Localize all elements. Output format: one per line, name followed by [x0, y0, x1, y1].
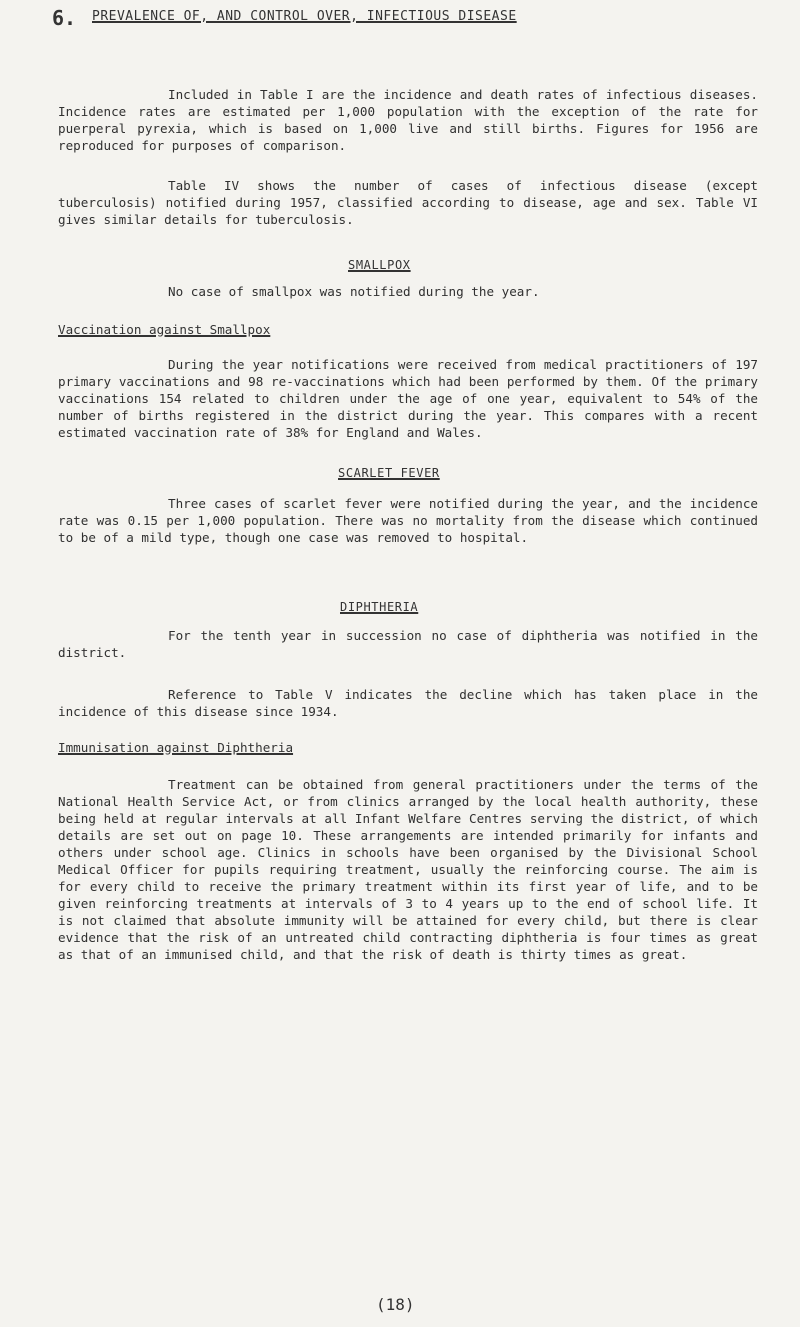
- diphtheria-paragraph-1: For the tenth year in succession no case of diphtheria was notified in the district.: [58, 628, 758, 660]
- scarlet-fever-paragraph: Three cases of scarlet fever were notified during the year, and the incidence rate was 0.15 per 1,000 population. There was no mortality from the disease which continued to be of a mild type, though one case was removed to hospital.: [58, 496, 758, 545]
- page-number: 6.: [52, 6, 77, 30]
- smallpox-paragraph: No case of smallpox was notified during the year.: [168, 284, 540, 299]
- scarlet-fever-heading: SCARLET FEVER: [338, 466, 440, 480]
- page-header-title: PREVALENCE OF, AND CONTROL OVER, INFECTIOUS DISEASE: [92, 9, 517, 24]
- diphtheria-paragraph-2: Reference to Table V indicates the decline which has taken place in the incidence of this disease since 1934.: [58, 687, 758, 719]
- diphtheria-heading: DIPHTHERIA: [340, 600, 419, 614]
- page-footer-number: (18): [376, 1295, 415, 1314]
- intro-paragraph-2: Table IV shows the number of cases of infectious disease (except tuberculosis) notified during 1957, classified according to disease, age and sex. Table VI gives similar details for tuberculosis.: [58, 178, 758, 227]
- smallpox-vaccination-paragraph: During the year notifications were received from medical practitioners of 197 primary vaccinations and 98 re-vaccinations which had been performed by them. Of the primary vaccinations 154 related to children under the age of one year, equivalent to 54% of the number of births registered in the district during the year. This compares with a recent estimated vaccination rate of 38% for England and Wales.: [58, 357, 758, 440]
- diphtheria-immunisation-paragraph: Treatment can be obtained from general practitioners under the terms of the National Health Service Act, or from clinics arranged by the local health authority, these being held at regular intervals at all Infant Welfare Centres serving the district, of which details are set out on page 10. These arrangements are intended primarily for infants and others under school age. Clinics in schools have been organised by the Divisional School Medical Officer for pupils requiring treatment, usually the reinforcing course. The aim is for every child to receive the primary treatment within its first year of life, and to be given reinforcing treatments at intervals of 3 to 4 years up to the end of school life. It is not claimed that absolute immunity will be attained for every child, but there is clear evidence that the risk of an untreated child contracting diphtheria is four times as great as that of an immunised child, and that the risk of death is thirty times as great.: [58, 777, 758, 962]
- smallpox-vaccination-subheading: Vaccination against Smallpox: [58, 322, 271, 337]
- diphtheria-immunisation-subheading: Immunisation against Diphtheria: [58, 740, 294, 755]
- intro-paragraph-1: Included in Table I are the incidence and death rates of infectious diseases. Incidence rates are estimated per 1,000 population with the exception of the rate for puerperal pyrexia, which is based on 1,000 live and still births. Figures for 1956 are reproduced for purposes of comparison.: [58, 87, 758, 153]
- smallpox-heading: SMALLPOX: [348, 258, 411, 272]
